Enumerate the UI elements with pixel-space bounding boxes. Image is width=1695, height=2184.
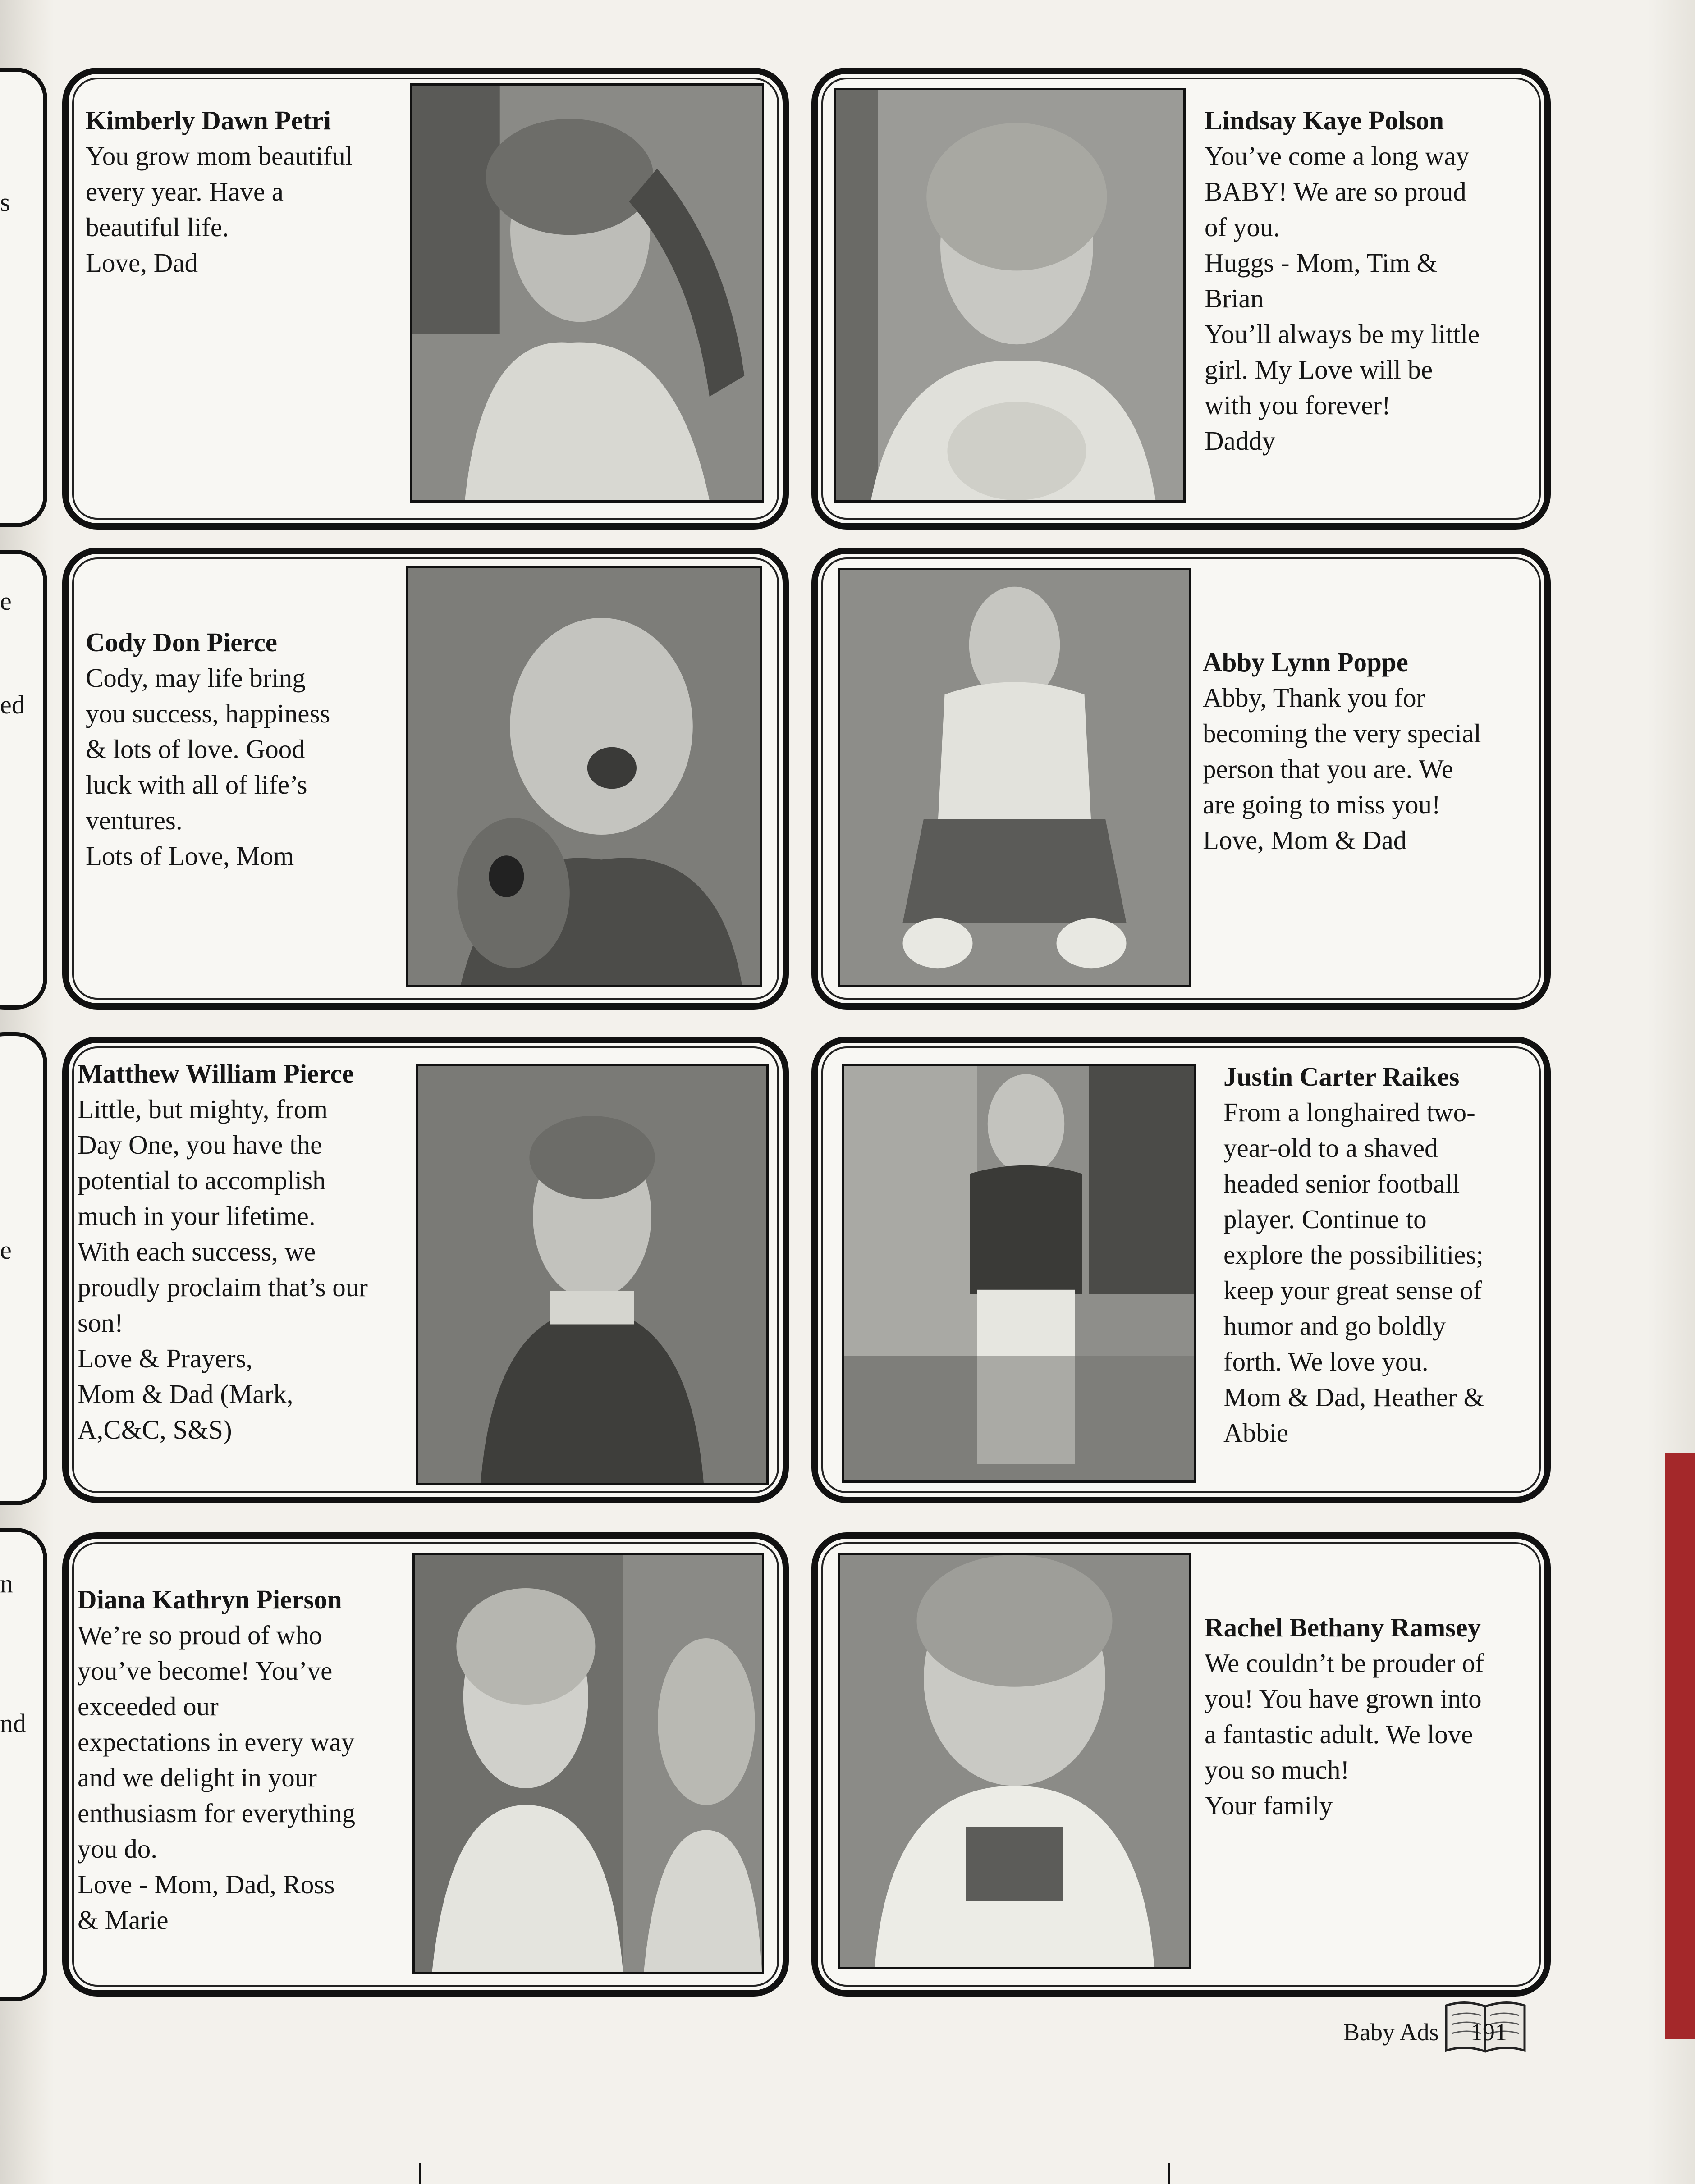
- section-color-tab: [1665, 1453, 1695, 2039]
- ad-text: Cody Don Pierce Cody, may life bring you success, happiness & lots of love. Good luck with all of life’s ventures. Lots of Love, Mom: [86, 625, 330, 874]
- divider: [419, 2163, 421, 2184]
- adjacent-page-box-2: [0, 550, 47, 1010]
- margin-fragment: nd: [0, 1709, 26, 1738]
- baby-name: Matthew William Pierce: [78, 1059, 354, 1088]
- baby-photo: [416, 1064, 769, 1485]
- baby-photo: [406, 566, 762, 987]
- adjacent-page-box-1: [0, 68, 47, 527]
- margin-fragment: n: [0, 1569, 13, 1598]
- margin-fragment: e: [0, 586, 12, 616]
- baby-photo: [838, 568, 1191, 987]
- ad-text: Diana Kathryn Pierson We’re so proud of who you’ve become! You’ve exceeded our expectations in every way and we delight in your enthusiasm for everything you do. Love - Mom, Dad, Ross & Marie: [78, 1582, 355, 1938]
- baby-name: Justin Carter Raikes: [1223, 1062, 1460, 1092]
- ad-text: Abby Lynn Poppe Abby, Thank you for becoming the very special person that you are. We are going to miss you! Love, Mom & Dad: [1203, 644, 1481, 858]
- adjacent-page-box-3: [0, 1032, 47, 1505]
- baby-name: Rachel Bethany Ramsey: [1205, 1613, 1481, 1642]
- margin-fragment: s: [0, 187, 10, 217]
- ad-text: Kimberly Dawn Petri You grow mom beautiful every year. Have a beautiful life. Love, Dad: [86, 103, 353, 281]
- ad-text: Rachel Bethany Ramsey We couldn’t be prouder of you! You have grown into a fantastic adult. We love you so much! Your family: [1205, 1610, 1484, 1823]
- divider: [1168, 2163, 1170, 2184]
- page-number: 191: [1471, 2019, 1507, 2046]
- margin-fragment: ed: [0, 690, 25, 719]
- baby-name: Cody Don Pierce: [86, 627, 277, 657]
- baby-photo: [838, 1553, 1191, 1969]
- baby-photo: [412, 1553, 764, 1974]
- adjacent-page-box-4: [0, 1528, 47, 2001]
- baby-name: Kimberly Dawn Petri: [86, 105, 331, 135]
- ad-text: Matthew William Pierce Little, but mighty, from Day One, you have the potential to accomplish much in your lifetime. With each success, we proudly proclaim that’s our son! Love & Prayers, Mom & Dad (Mark, A,C&C, S&S): [78, 1056, 368, 1448]
- baby-name: Diana Kathryn Pierson: [78, 1585, 342, 1614]
- margin-fragment: e: [0, 1235, 12, 1265]
- section-label: Baby Ads: [1343, 2019, 1439, 2046]
- baby-photo: [834, 88, 1186, 503]
- baby-name: Lindsay Kaye Polson: [1205, 105, 1444, 135]
- baby-photo: [410, 83, 764, 503]
- baby-name: Abby Lynn Poppe: [1203, 647, 1408, 677]
- ad-text: Lindsay Kaye Polson You’ve come a long way BABY! We are so proud of you. Huggs - Mom, Tim & Brian You’ll always be my little girl. My Love will be with you forever! Daddy: [1205, 103, 1480, 459]
- baby-photo: [842, 1064, 1196, 1483]
- ad-text: Justin Carter Raikes From a longhaired two- year-old to a shaved headed senior football player. Continue to explore the possibilities; keep your great sense of humor and go boldly forth. We love you. Mom & Dad, Heather & Abbie: [1223, 1059, 1484, 1451]
